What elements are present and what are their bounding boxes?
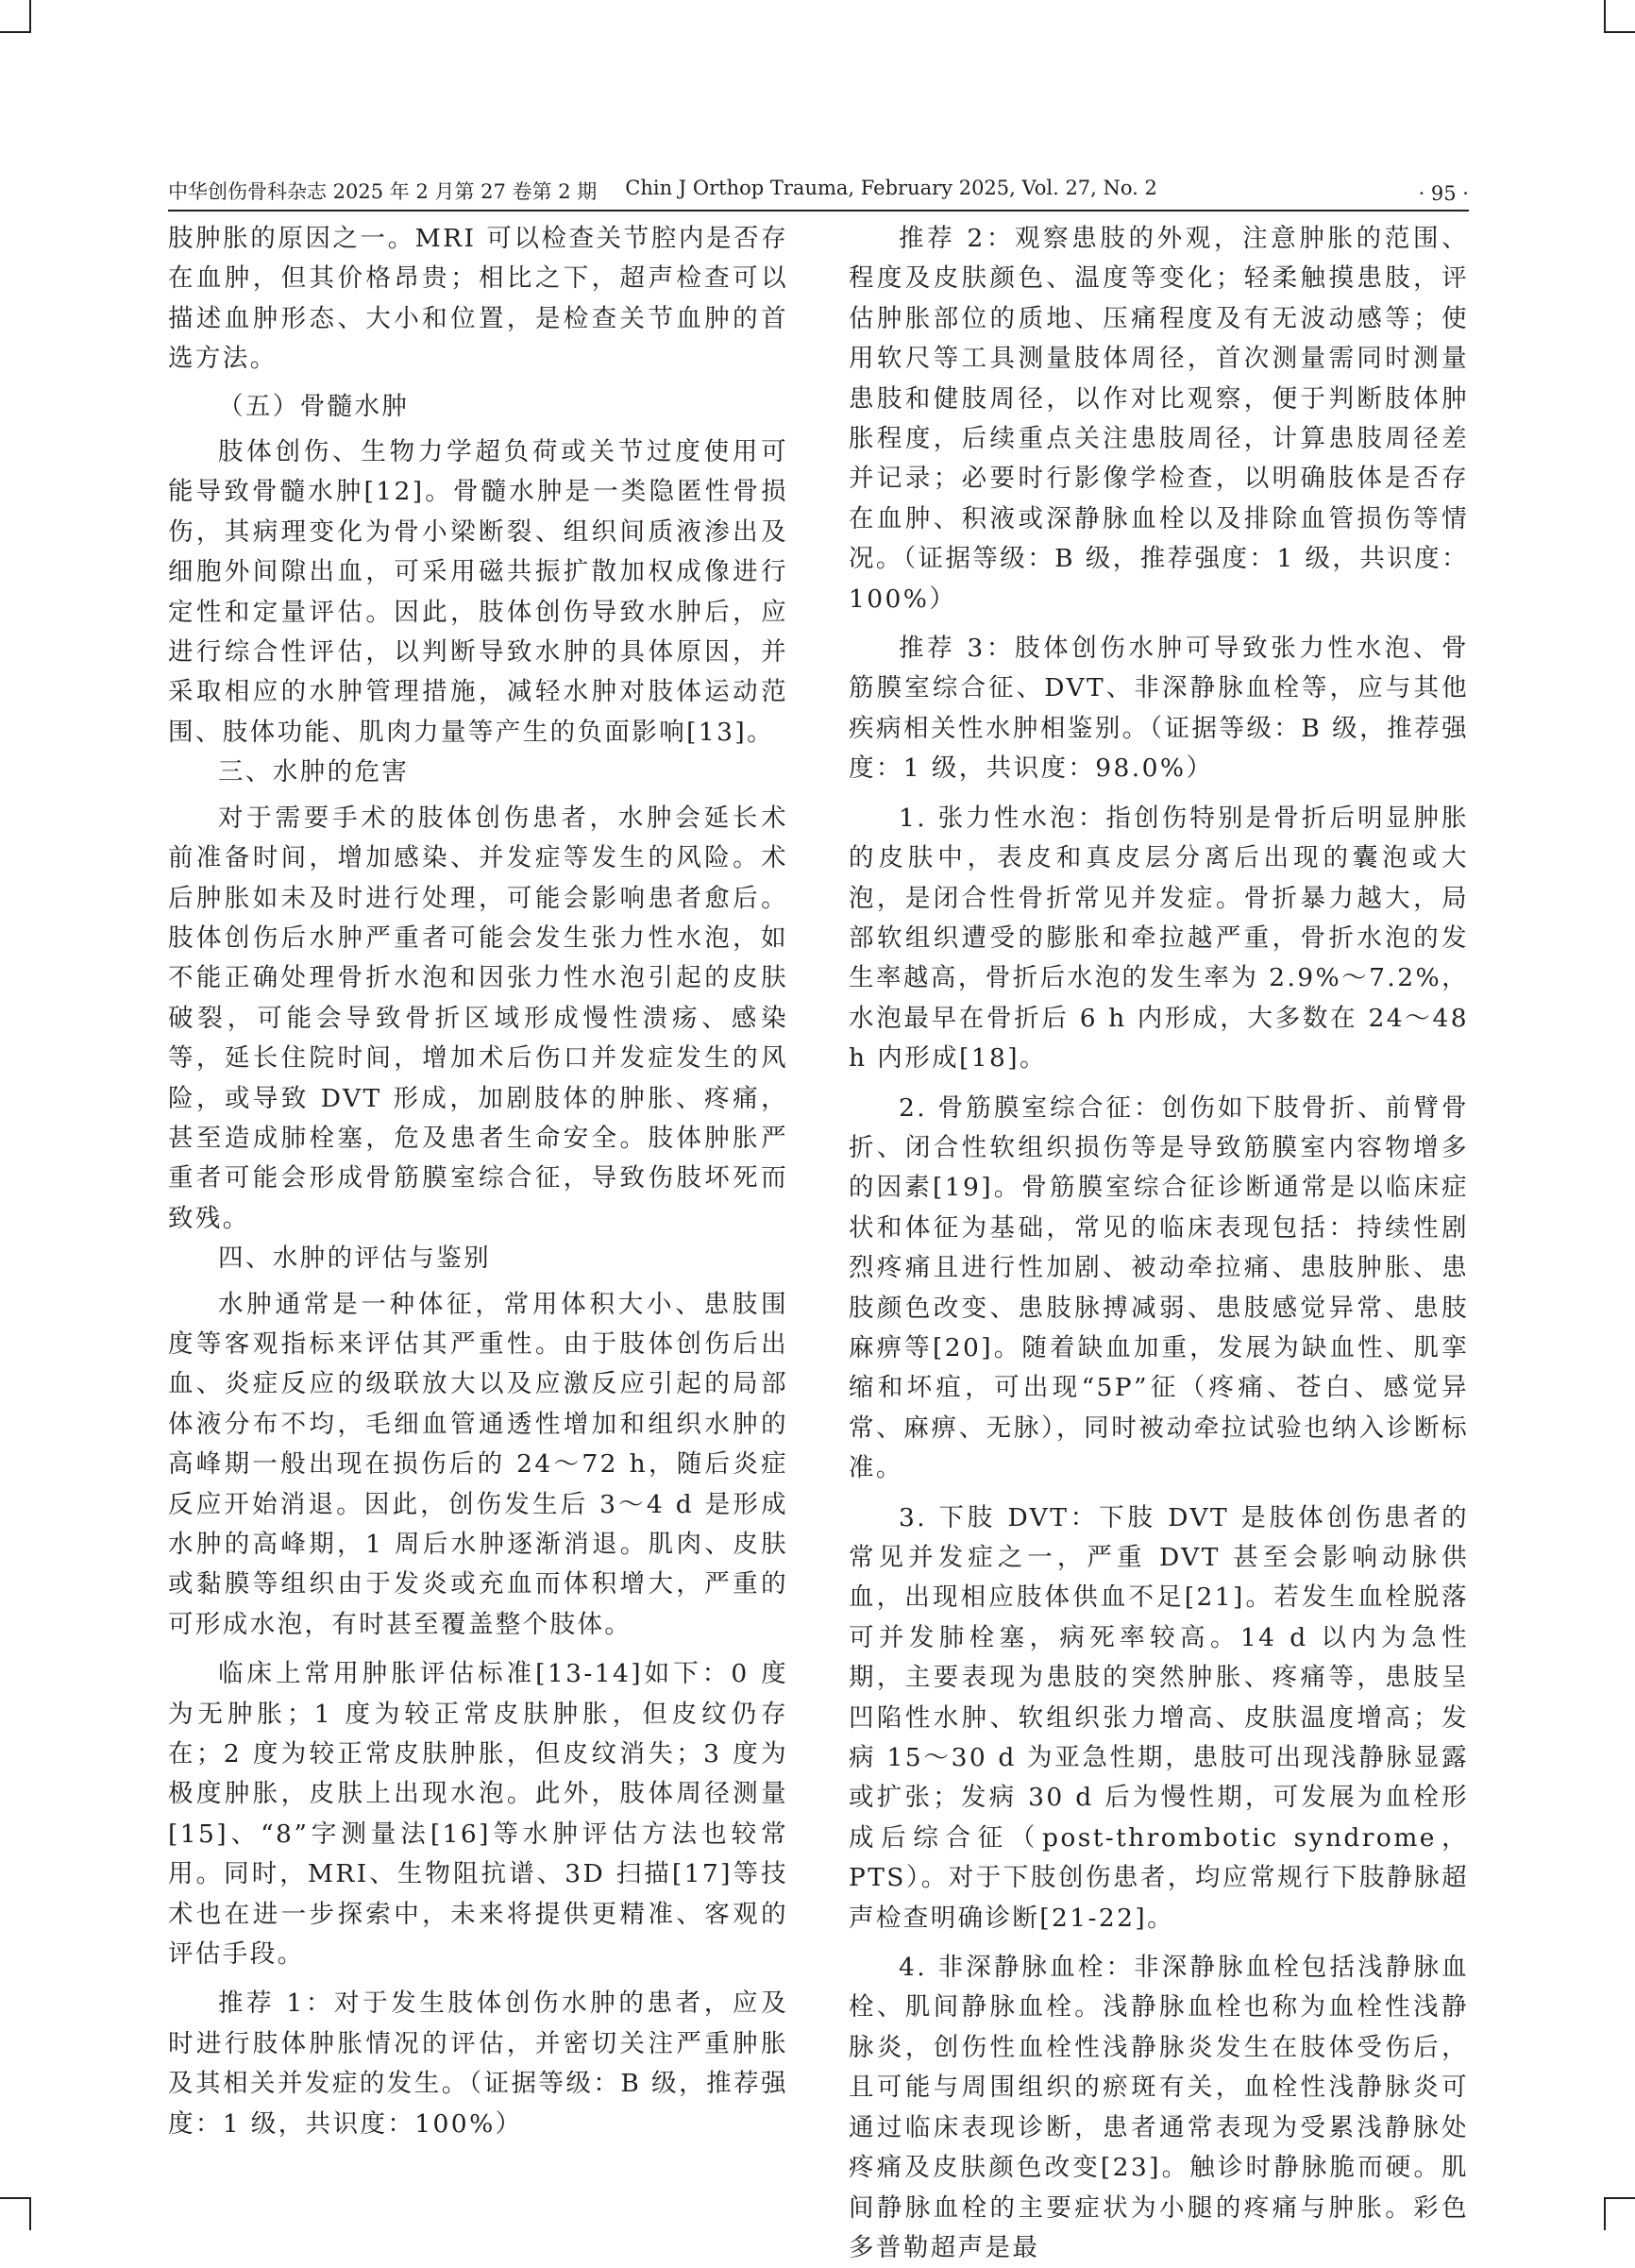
running-header	[168, 173, 1469, 205]
item-compartment-syndrome: 2. 骨筋膜室综合征：创伤如下肢骨折、前臂骨折、闭合性软组织损伤等是导致筋膜室内容物增多的因素[19]。骨筋膜室综合征诊断通常是以临床症状和体征为基础，常见的临床表现包括：持续性剧烈疼痛且进行性加剧、被动牵拉痛、患肢肿胀、患肢颜色改变、患肢脉搏减弱、患肢感觉异常、患肢麻痹等[20]。随着缺血加重，发展为缺血性、肌挛缩和坏疽，可出现“5P”征（疼痛、苍白、感觉异常、麻痹、无脉），同时被动牵拉试验也纳入诊断标准。	[849, 1092, 1469, 1483]
section-heading-evaluation: 四、水肿的评估与鉴别	[218, 1244, 491, 1274]
paragraph-swelling-criteria: 临床上常用肿胀评估标准[13-14]如下：0 度为无肿胀；1 度为较正常皮肤肿胀，但皮纹仍存在；2 度为较正常皮肤肿胀，但皮纹消失；3 度为极度肿胀，皮肤上出现水泡。此外，肢体周径测量[15]、“8”字测量法[16]等水肿评估方法也较常用。同时，MRI、生物阻抗谱、3D 扫描[17]等技术也在进一步探索中，未来将提供更精准、客观的评估手段。	[168, 1659, 788, 1970]
item-lower-limb-dvt: 3. 下肢 DVT：下肢 DVT 是肢体创伤患者的常见并发症之一，严重 DVT 甚至会影响动脉供血，出现相应肢体供血不足[21]。若发生血栓脱落可并发肺栓塞，病死率较高。14 d 以内为急性期，主要表现为患肢的突然肿胀、疼痛等，患肢呈凹陷性水肿、软组织张力增高、皮肤温度增高；发病 15～30 d 为亚急性期，患肢可出现浅静脉显露或扩张；发病 30 d 后为慢性期，可发展为血栓形成后综合征（post-thrombotic syndrome，PTS）。对于下肢创伤患者，均应常规行下肢静脉超声检查明确诊断[21-22]。	[849, 1502, 1469, 1933]
recommendation-3: 推荐 3：肢体创伤水肿可导致张力性水泡、骨筋膜室综合征、DVT、非深静脉血栓等，应与其他疾病相关性水肿相鉴别。（证据等级：B 级，推荐强度：1 级，共识度：98.0%）	[849, 634, 1469, 784]
journal-title-cn: 中华创伤骨科杂志 2025 年 2 月第 27 卷第 2 期	[168, 180, 598, 203]
crop-mark-bottom-right-v	[1604, 2199, 1606, 2230]
journal-info	[168, 177, 1157, 205]
crop-mark-top-left-v	[29, 0, 31, 31]
crop-mark-top-right-h	[1604, 31, 1635, 33]
recommendation-2: 推荐 2：观察患肢的外观，注意肿胀的范围、程度及皮肤颜色、温度等变化；轻柔触摸患肢，评估肿胀部位的质地、压痛程度及有无波动感等；使用软尺等工具测量肢体周径，首次测量需同时测量患肢和健肢周径，以作对比观察，便于判断肢体肿胀程度，后续重点关注患肢周径，计算患肢周径差并记录；必要时行影像学检查，以明确肢体是否存在血肿、积液或深静脉血栓以及排除血管损伤等情况。（证据等级：B 级，推荐强度：1 级，共识度：100%）	[849, 224, 1469, 614]
item-tension-blister: 1. 张力性水泡：指创伤特别是骨折后明显肿胀的皮肤中，表皮和真皮层分离后出现的囊泡或大泡，是闭合性骨折常见并发症。骨折暴力越大，局部软组织遭受的膨胀和牵拉越严重，骨折水泡的发生率越高，骨折后水泡的发生率为 2.9%～7.2%，水泡最早在骨折后 6 h 内形成，大多数在 24～48 h 内形成[18]。	[849, 803, 1469, 1074]
crop-mark-top-right-v	[1604, 0, 1606, 31]
crop-mark-top-left-h	[0, 31, 31, 33]
crop-mark-bottom-left-v	[29, 2199, 31, 2230]
page-number: · 95 ·	[1418, 182, 1469, 205]
journal-title-en: Chin J Orthop Trauma, February 2025, Vol. 27, No. 2	[625, 177, 1157, 199]
recommendation-1: 推荐 1：对于发生肢体创伤水肿的患者，应及时进行肢体肿胀情况的评估，并密切关注严重肿胀及其相关并发症的发生。（证据等级：B 级，推荐强度：1 级，共识度：100%）	[168, 1989, 788, 2139]
paragraph-hematoma-end: 肢肿胀的原因之一。MRI 可以检查关节腔内是否存在血肿，但其价格昂贵；相比之下，超声检查可以描述血肿形态、大小和位置，是检查关节血肿的首选方法。	[168, 224, 788, 374]
paragraph-bone-marrow-edema: 肢体创伤、生物力学超负荷或关节过度使用可能导致骨髓水肿[12]。骨髓水肿是一类隐匿性骨损伤，其病理变化为骨小梁断裂、组织间质液渗出及细胞外间隙出血，可采用磁共振扩散加权成像进行定性和定量评估。因此，肢体创伤导致水肿后，应进行综合性评估，以判断导致水肿的具体原因，并采取相应的水肿管理措施，减轻水肿对肢体运动范围、肢体功能、肌肉力量等产生的负面影响[13]。	[168, 437, 788, 747]
crop-mark-bottom-left-h	[0, 2197, 31, 2199]
item-non-deep-vein-thrombosis: 4. 非深静脉血栓：非深静脉血栓包括浅静脉血栓、肌间静脉血栓。浅静脉血栓也称为血栓性浅静脉炎，创伤性血栓性浅静脉炎发生在肢体受伤后，且可能与周围组织的瘀斑有关，血栓性浅静脉炎可通过临床表现诊断，患者通常表现为受累浅静脉处疼痛及皮肤颜色改变[23]。触诊时静脉脆而硬。肌间静脉血栓的主要症状为小腿的疼痛与肿胀。彩色多普勒超声是最	[849, 1953, 1469, 2262]
right-column	[849, 219, 1469, 2268]
crop-mark-bottom-right-h	[1604, 2197, 1635, 2199]
section-heading-edema-harm: 三、水肿的危害	[218, 757, 410, 787]
paragraph-edema-harm: 对于需要手术的肢体创伤患者，水肿会延长术前准备时间，增加感染、并发症等发生的风险。术后肿胀如未及时进行处理，可能会影响患者愈后。肢体创伤后水肿严重者可能会发生张力性水泡，如不能正确处理骨折水泡和因张力性水泡引起的皮肤破裂，可能会导致骨折区域形成慢性溃疡、感染等，延长住院时间，增加术后伤口并发症发生的风险，或导致 DVT 形成，加剧肢体的肿胀、疼痛，甚至造成肺栓塞，危及患者生命安全。肢体肿胀严重者可能会形成骨筋膜室综合征，导致伤肢坏死而致残。	[168, 803, 788, 1233]
header-rule	[168, 210, 1469, 212]
paragraph-evaluation: 水肿通常是一种体征，常用体积大小、患肢围度等客观指标来评估其严重性。由于肢体创伤后出血、炎症反应的级联放大以及应激反应引起的局部体液分布不均，毛细血管通透性增加和组织水肿的高峰期一般出现在损伤后的 24～72 h，随后炎症反应开始消退。因此，创伤发生后 3～4 d 是形成水肿的高峰期，1 周后水肿逐渐消退。肌肉、皮肤或黏膜等组织由于发炎或充血而体积增大，严重的可形成水泡，有时甚至覆盖整个肢体。	[168, 1289, 788, 1639]
section-heading-bone-marrow-edema: （五）骨髓水肿	[218, 391, 410, 421]
left-column	[168, 219, 788, 2144]
